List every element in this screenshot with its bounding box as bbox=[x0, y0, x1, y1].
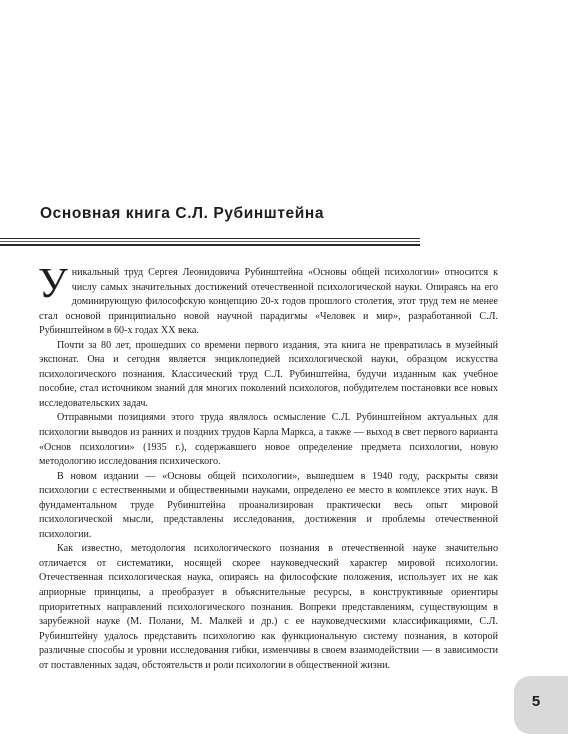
page-number: 5 bbox=[531, 693, 541, 710]
paragraph-5: Как известно, методология психологического познания в отечественной науке значительно отличается от систематики, носящей скорее науковедческий характер мировой психологии. Отечественная психологическая наука, опираясь на философские положения, использует их не как априорные принципы, а преобразует в объяснительные ресурсы, в конструктивные ориентиры приоритетных направлений психологического познания. Вопреки представлениям, существующим в зарубежной науке (М. Полани, М. Малкей и др.) с ее науковедческими классификациями, С.Л. Рубинштейну удалось представить психологию как функциональную систему познания, в которой различные способы и уровни исследования гибки, изменчивы в своем взаимодействии — в зависимости от поставленных задач, обстоятельств и роли психологии в общественной жизни. bbox=[39, 543, 498, 671]
paragraph-2: Почти за 80 лет, прошедших со времени первого издания, эта книга не превратилась в музейный экспонат. Она и сегодня является энциклопедией психологической науки, образцом искусства психологического познания. Классический труд С.Л. Рубинштейна, будучи изданным как учебное пособие, стал источником знаний для многих поколений психологов, побудителем постановки все новых исследовательских задач. bbox=[39, 339, 498, 409]
paragraph-4: В новом издании — «Основы общей психологии», вышедшем в 1940 году, раскрыты связи психологии с естественными и общественными науками, определено ее место в комплексе этих наук. В фундаментальном труде Рубинштейна проанализирован практически весь опыт мировой психологической мысли, представлены исследования, достижения и проблемы отечественной психологии. bbox=[39, 470, 498, 540]
drop-cap: У bbox=[38, 261, 68, 307]
rule-line bbox=[0, 241, 420, 242]
section-heading: Основная книга С.Л. Рубинштейна bbox=[40, 205, 325, 222]
page-number-tab bbox=[514, 676, 568, 734]
paragraph-text: никальный труд Сергея Леонидовича Рубинштейна «Основы общей психологии» относится к числу самых значительных достижений отечественной психологической науки. Опираясь на его доминирующую философскую концепцию 20-х годов прошлого столетия, этот труд тем не менее стал основой принципиально новой научной парадигмы «Человек и мир», разработанной С.Л. Рубинштейном в 60-х годах XX века. bbox=[39, 267, 498, 337]
paragraph-3: Отправными позициями этого труда являлось осмысление С.Л. Рубинштейном актуальных для психологии выводов из ранних и поздних трудов Карла Маркса, а также — выход в свет первого варианта «Основ психологии» (1935 г.), содержавшего новое определение предмета психологии, новую методологию исследования психического. bbox=[39, 412, 498, 468]
article-body bbox=[38, 261, 498, 673]
heading-rule-lines bbox=[0, 238, 420, 248]
rule-line bbox=[0, 244, 420, 246]
paragraph-1 bbox=[38, 261, 498, 339]
rule-line bbox=[0, 238, 420, 239]
